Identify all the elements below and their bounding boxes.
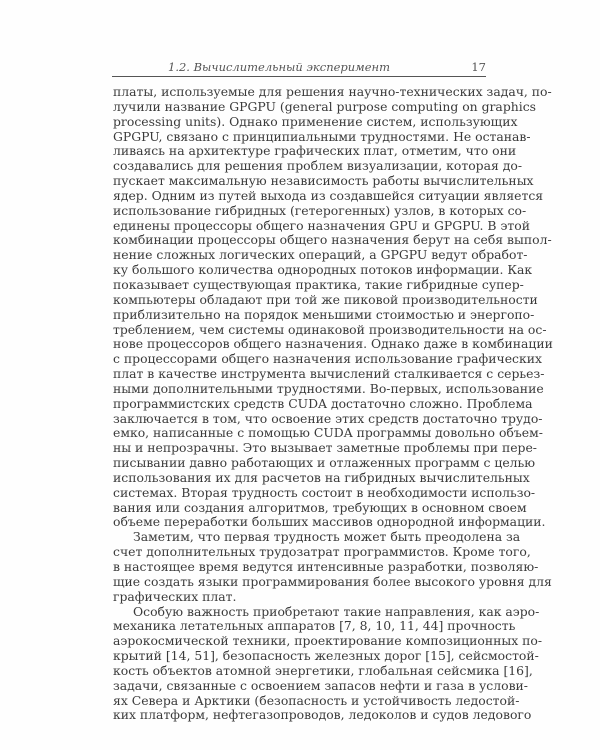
paragraph [113, 529, 552, 604]
paragraph [113, 84, 553, 530]
text-line: ях Севера и Арктики (безопасность и устойчивость ледостой- [113, 692, 520, 708]
text-line: щие создать языки программирования более высокого уровня для [113, 573, 552, 589]
text-line: использования их для расчетов на гибридных вычислительных [113, 469, 530, 485]
text-line: пускает максимальную независимость работы вычислительных [113, 173, 534, 189]
text-line: приблизительно на порядок меньшими стоимостью и энергопо- [113, 306, 535, 322]
text-line: создавались для решения проблем визуализации, которая до- [113, 158, 522, 174]
text-line: ку большого количества однородных потоков информации. Как [113, 262, 533, 278]
text-line: заключается в том, что освоение этих средств достаточно трудо- [113, 410, 543, 426]
text-line: аэрокосмической техники, проектирование композиционных по- [113, 633, 543, 649]
text-line: кость объектов атомной энергетики, глобальная сейсмика [16], [113, 662, 533, 678]
text-line: лучили название GPGPU (general purpose computing on graphics [113, 98, 536, 114]
text-line: задачи, связанные с освоением запасов нефти и газа в услови- [113, 677, 528, 693]
running-head [112, 60, 486, 77]
section-title: 1.2. Вычислительный эксперимент [168, 60, 390, 74]
text-line: платы, используемые для решения научно-технических задач, по- [113, 84, 552, 99]
text-line: ких платформ, нефтегазопроводов, ледоколов и судов ледового [113, 707, 532, 723]
text-line: емко, написанные с помощью CUDA программы довольно объем- [113, 425, 543, 441]
text-line: единены процессоры общего назначения GPU и GPGPU. В этой [113, 217, 530, 233]
text-line: комбинации процессоры общего назначения берут на себя выпол- [113, 232, 552, 248]
text-line: вания или создания алгоритмов, требующих в основном своем [113, 499, 527, 515]
text-line: писывании давно работающих и отлаженных программ с целью [113, 455, 536, 471]
text-line: системах. Вторая трудность состоит в необходимости использо- [113, 484, 536, 500]
text-line: ливаясь на архитектуре графических плат, отметим, что они [113, 143, 517, 159]
text-line: ны и непрозрачны. Это вызывает заметные проблемы при пере- [113, 440, 537, 456]
text-line: плат в качестве инструмента вычислений сталкивается с серьез- [113, 366, 545, 382]
text-line: в настоящее время ведутся интенсивные разработки, позволяю- [113, 559, 539, 574]
text-line: треблением, чем системы одинаковой производительности на ос- [113, 321, 547, 337]
text-line: ядер. Одним из путей выхода из создавшейся ситуации является [113, 187, 544, 203]
text-line: processing units). Однако применение систем, использующих [113, 113, 518, 129]
text-line: нение сложных логических операций, а GPGPU ведут обработ- [113, 247, 528, 263]
text-line: Заметим, что первая трудность может быть преодолена за [133, 529, 521, 545]
page-number: 17 [471, 60, 486, 74]
text-line: программистских средств CUDA достаточно сложно. Проблема [113, 395, 533, 411]
text-line: GPGPU, связано с принципиальными трудностями. Не останав- [113, 128, 531, 144]
text-line: ными дополнительными трудностями. Во-первых, использование [113, 380, 544, 396]
text-line: использование гибридных (гетерогенных) узлов, в которых со- [113, 202, 527, 218]
text-line: крытий [14, 51], безопасность железных дорог [15], сейсмостой- [113, 648, 539, 664]
text-line: графических плат. [113, 588, 237, 604]
text-line: механика летательных аппаратов [7, 8, 10, 11, 44] прочность [113, 618, 516, 634]
text-line: компьютеры обладают при той же пиковой производительности [113, 291, 538, 307]
body-text [113, 84, 553, 723]
text-line: объеме переработки больших массивов однородной информации. [113, 514, 546, 530]
text-line: нове процессоров общего назначения. Однако даже в комбинации [113, 336, 553, 352]
text-line: Особую важность приобретают такие направления, как аэро- [133, 603, 540, 619]
paragraph [113, 603, 543, 724]
text-line: показывает существующая практика, такие гибридные супер- [113, 276, 524, 292]
text-line: с процессорами общего назначения использование графических [113, 351, 542, 367]
text-line: счет дополнительных трудозатрат программистов. Кроме того, [113, 544, 531, 560]
